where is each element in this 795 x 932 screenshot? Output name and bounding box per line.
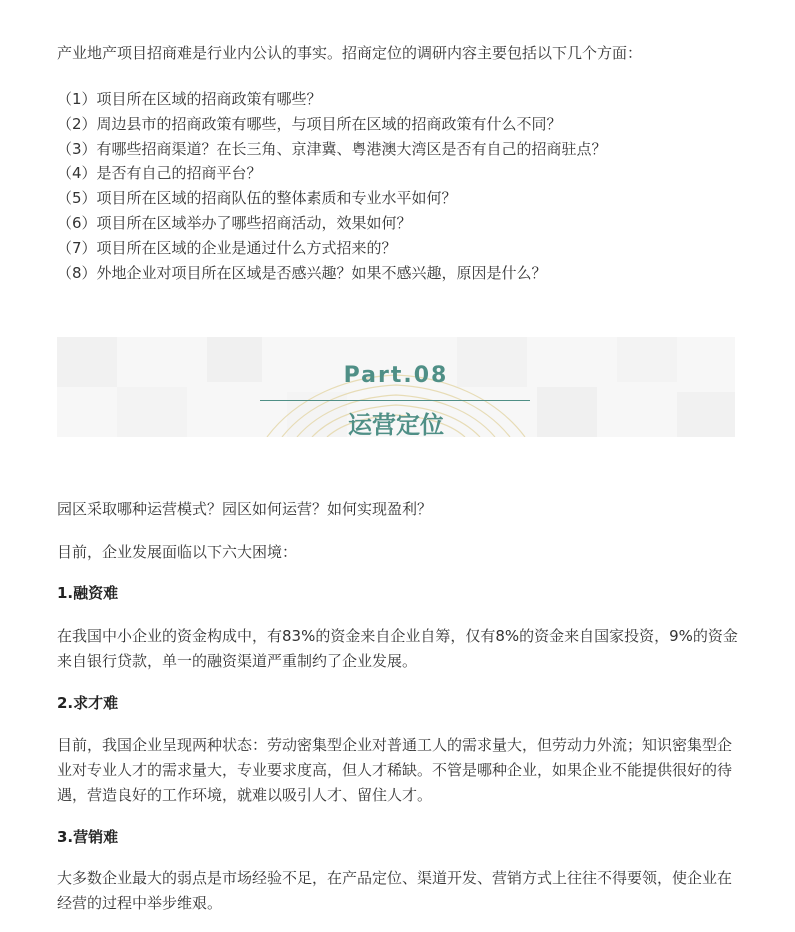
section-body: 在我国中小企业的资金构成中，有83%的资金来自企业自筹，仅有8%的资金来自国家投资，9%的资金来自银行贷款，单一的融资渠道严重制约了企业发展。 [57, 627, 738, 670]
section-heading: 3.营销难 [57, 828, 119, 846]
section-heading: 1.融资难 [57, 584, 119, 602]
list-item: （4）是否有自己的招商平台？ [57, 164, 262, 183]
list-item: （5）项目所在区域的招商队伍的整体素质和专业水平如何？ [57, 189, 457, 208]
section-title: 运营定位 [348, 411, 444, 437]
ops-intro-paragraph: 园区采取哪种运营模式？园区如何运营？如何实现盈利？ [57, 500, 433, 518]
ops-lead-paragraph: 目前，企业发展面临以下六大困境： [57, 543, 298, 561]
list-item: （8）外地企业对项目所在区域是否感兴趣？如果不感兴趣，原因是什么？ [57, 263, 547, 282]
intro-paragraph: 产业地产项目招商难是行业内公认的事实。招商定位的调研内容主要包括以下几个方面： [57, 44, 643, 62]
section-body: 大多数企业最大的弱点是市场经验不足，在产品定位、渠道开发、营销方式上往往不得要领，使企业在经营的过程中举步维艰。 [57, 869, 733, 912]
list-item: （1）项目所在区域的招商政策有哪些？ [57, 90, 322, 108]
list-item: （6）项目所在区域举办了哪些招商活动，效果如何？ [57, 213, 412, 232]
list-item: （2）周边县市的招商政策有哪些，与项目所在区域的招商政策有什么不同？ [57, 114, 562, 133]
section-banner [57, 337, 735, 437]
banner-divider [260, 400, 530, 401]
list-item: （3）有哪些招商渠道？在长三角、京津冀、粤港澳大湾区是否有自己的招商驻点？ [57, 139, 607, 158]
section-heading: 2.求才难 [57, 694, 119, 712]
list-item: （7）项目所在区域的企业是通过什么方式招来的？ [57, 238, 397, 257]
research-question-list [57, 87, 607, 285]
section-body: 目前，我国企业呈现两种状态：劳动密集型企业对普通工人的需求量大，但劳动力外流；知识密集型企业对专业人才的需求量大，专业要求度高，但人才稀缺。不管是哪种企业，如果企业不能提供很好的待遇，营造良好的工作环境，就难以吸引人才、留住人才。 [57, 736, 733, 804]
part-label: Part.08 [343, 363, 449, 388]
